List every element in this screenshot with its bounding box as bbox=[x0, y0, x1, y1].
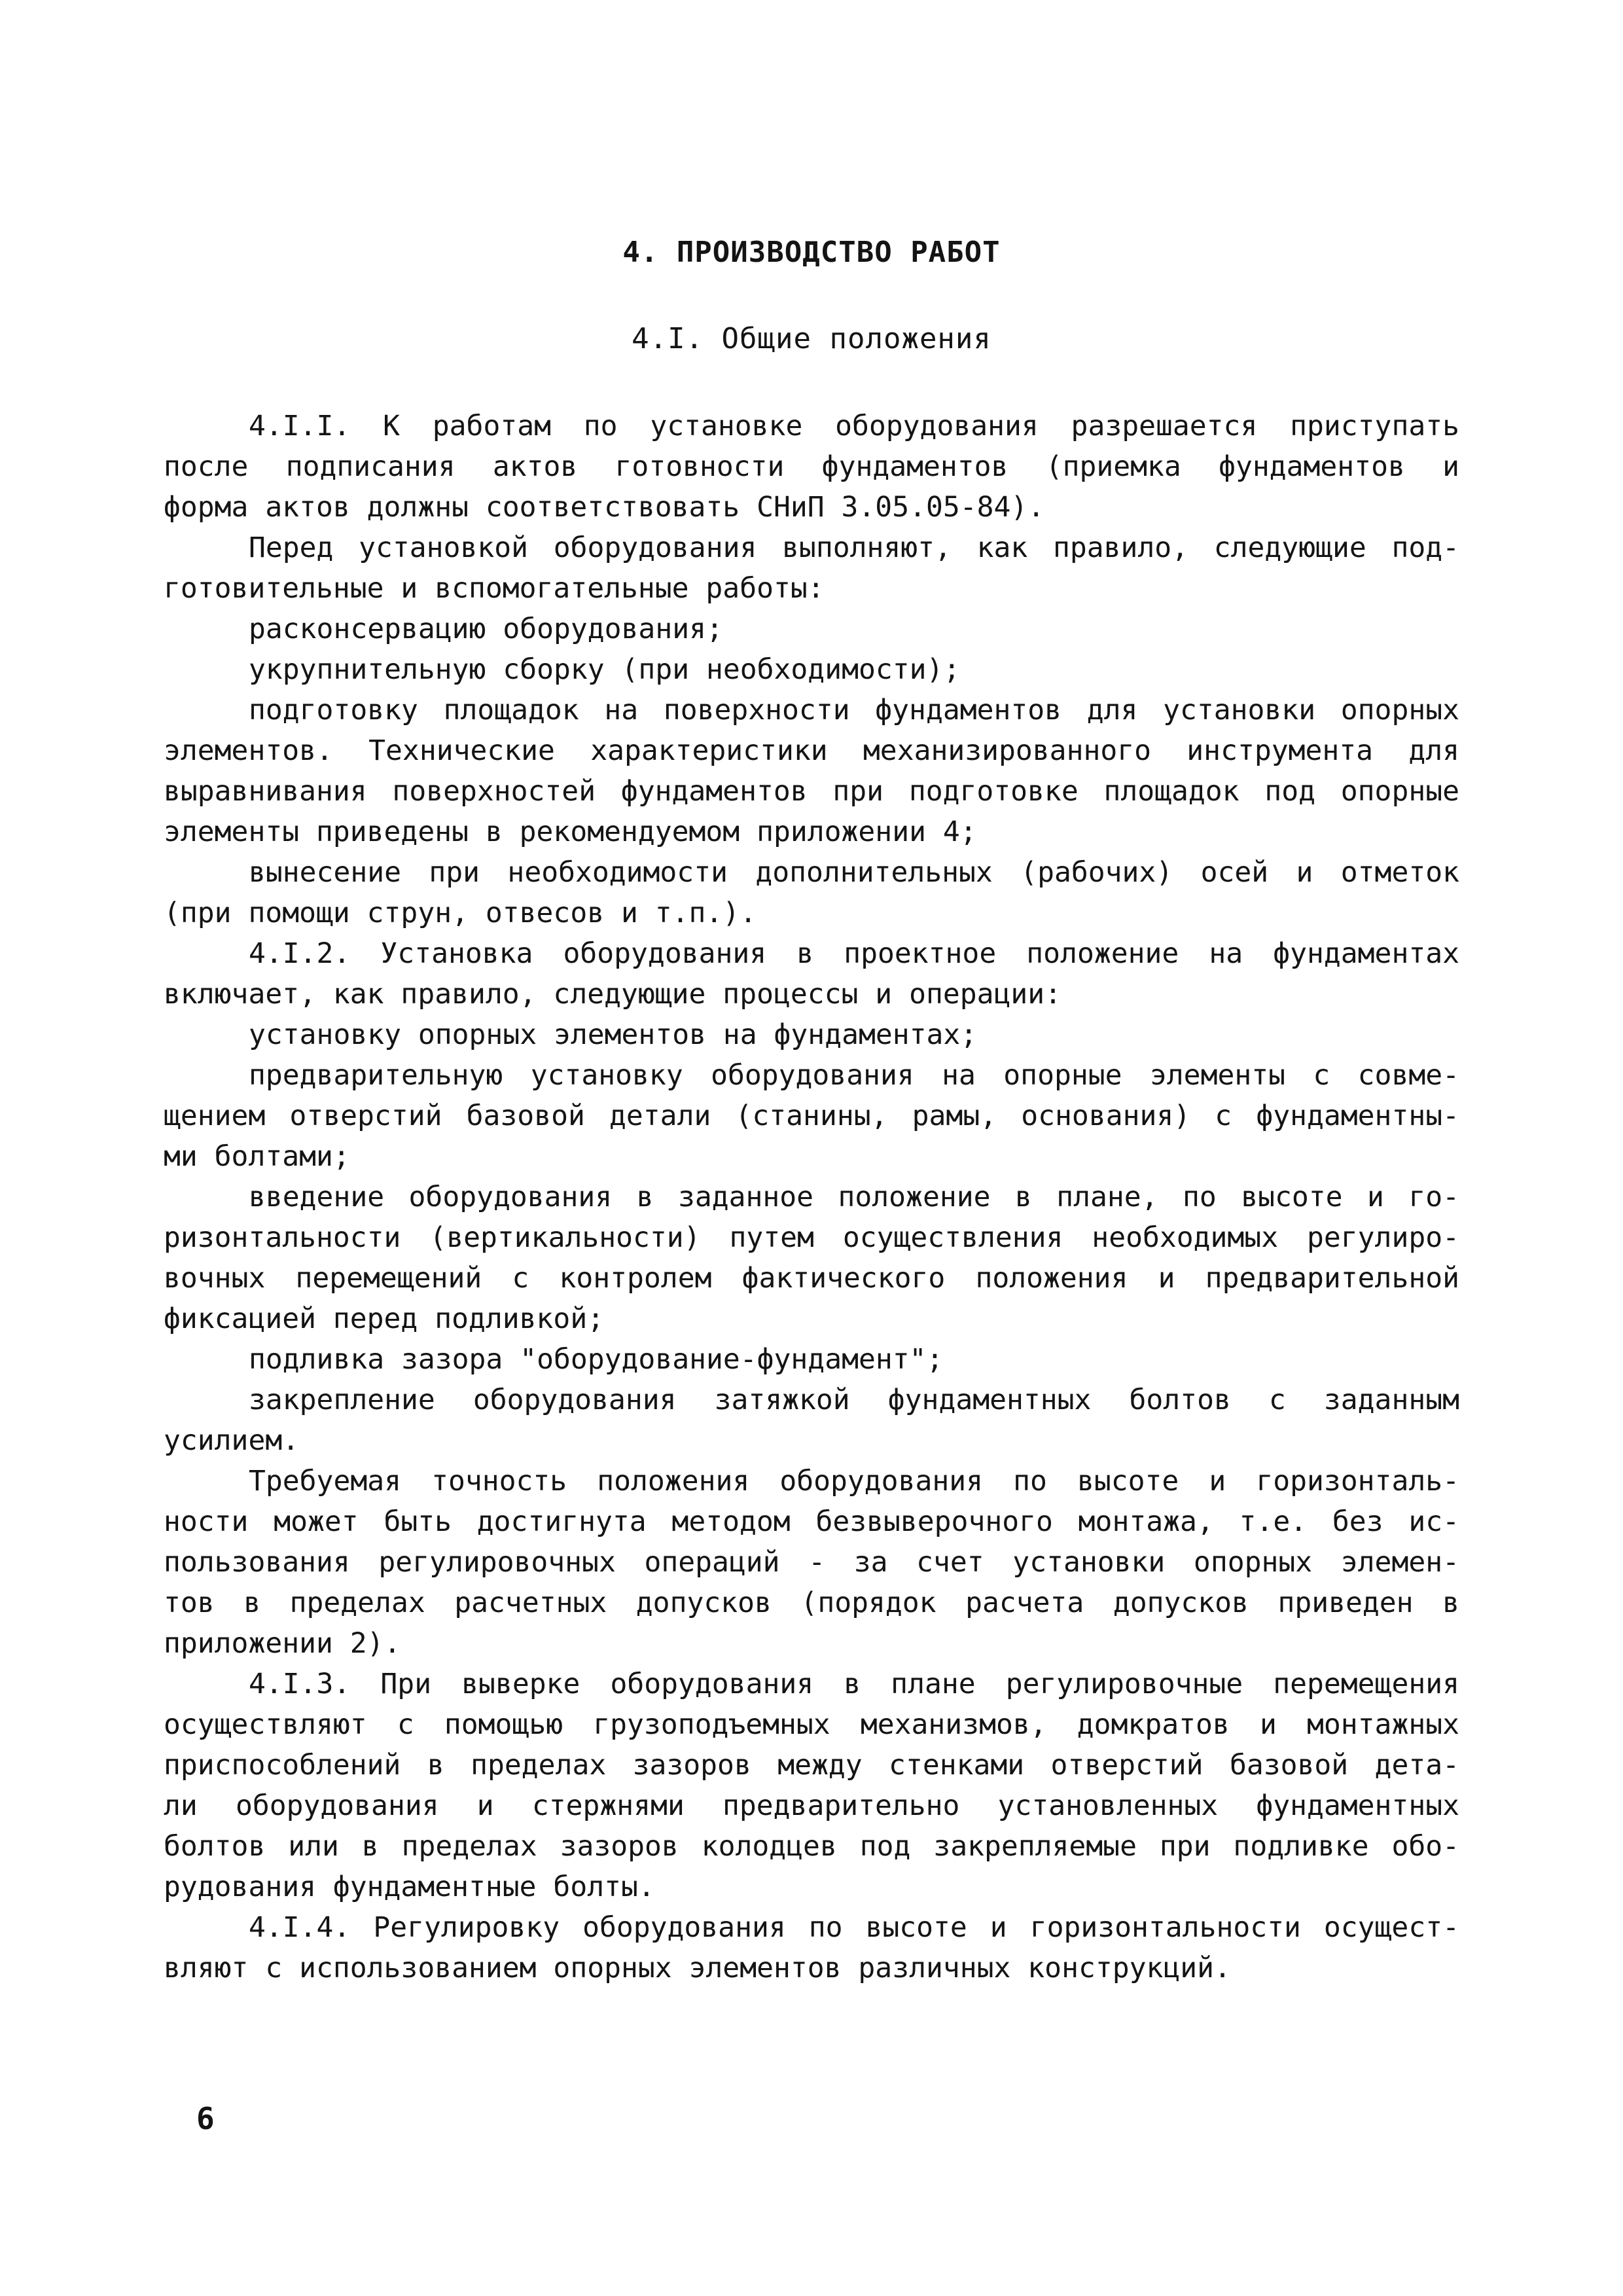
list-item-assembly: укрупнительную сборку (при необходимости); bbox=[249, 653, 961, 686]
list-item-axes-line-2: (при помощи струн, отвесов и т.п.). bbox=[164, 897, 757, 929]
paragraph-4-1-2-line-2: включает, как правило, следующие процессы и операции: bbox=[164, 978, 1062, 1011]
accuracy-paragraph-line-4: тов в пределах расчетных допусков (порядок расчета допусков приведен в bbox=[164, 1587, 1459, 1619]
paragraph-4-1-3-line-4: ли оборудования и стержнями предварительно установленных фундаментных bbox=[164, 1789, 1459, 1822]
subsection-title: 4.I. Общие положения bbox=[632, 322, 991, 355]
paragraph-4-1-3-line-3: приспособлений в пределах зазоров между стенками отверстий базовой дета- bbox=[164, 1749, 1459, 1782]
paragraph-4-1-4-line-1: 4.I.4. Регулировку оборудования по высоте и горизонтальности осущест- bbox=[249, 1911, 1459, 1944]
paragraph-4-1-1-line-3: форма актов должны соответствовать СНиП 3.05.05-84). bbox=[164, 491, 1045, 524]
list-item-platforms-line-2: элементов. Технические характеристики механизированного инструмента для bbox=[164, 734, 1459, 767]
paragraph-4-1-1-line-1: 4.I.I. К работам по установке оборудования разрешается приступать bbox=[249, 410, 1459, 442]
list-item-preinstall-line-1: предварительную установку оборудования на опорные элементы с совме- bbox=[249, 1059, 1459, 1092]
list-item-platforms-line-3: выравнивания поверхностей фундаментов при подготовке площадок под опорные bbox=[164, 775, 1459, 808]
paragraph-4-1-3-line-1: 4.I.3. При выверке оборудования в плане регулировочные перемещения bbox=[249, 1668, 1459, 1700]
accuracy-paragraph-line-1: Требуемая точность положения оборудования по высоте и горизонталь- bbox=[249, 1465, 1459, 1498]
list-item-deconservation: расконсервацию оборудования; bbox=[249, 613, 723, 645]
paragraph-4-1-2-line-1: 4.I.2. Установка оборудования в проектное положение на фундаментах bbox=[249, 937, 1459, 970]
list-item-grouting: подливка зазора "оборудование-фундамент"; bbox=[249, 1343, 944, 1376]
paragraph-4-1-4-line-2: вляют с использованием опорных элементов различных конструкций. bbox=[164, 1952, 1231, 1984]
list-item-support-elements: установку опорных элементов на фундаментах; bbox=[249, 1018, 978, 1051]
list-item-axes-line-1: вынесение при необходимости дополнительных (рабочих) осей и отметок bbox=[249, 856, 1459, 889]
paragraph-4-1-3-line-6: рудования фундаментные болты. bbox=[164, 1871, 655, 1903]
list-item-alignment-line-2: ризонтальности (вертикальности) путем осуществления необходимых регулиро- bbox=[164, 1221, 1459, 1254]
paragraph-4-1-1-line-2: после подписания актов готовности фундаментов (приемка фундаментов и bbox=[164, 450, 1459, 483]
list-item-fastening-line-2: усилием. bbox=[164, 1424, 300, 1457]
accuracy-paragraph-line-3: пользования регулировочных операций - за счет установки опорных элемен- bbox=[164, 1546, 1459, 1579]
list-item-platforms-line-4: элементы приведены в рекомендуемом приложении 4; bbox=[164, 816, 977, 848]
section-title: 4. ПРОИЗВОДСТВО РАБОТ bbox=[622, 236, 1001, 269]
list-item-preinstall-line-3: ми болтами; bbox=[164, 1140, 350, 1173]
list-item-preinstall-line-2: щением отверстий базовой детали (станины, рамы, основания) с фундаментны- bbox=[164, 1100, 1459, 1132]
page-number: 6 bbox=[196, 2101, 215, 2136]
list-item-fastening-line-1: закрепление оборудования затяжкой фундаментных болтов с заданным bbox=[249, 1384, 1459, 1416]
preparatory-works-line-1: Перед установкой оборудования выполняют, как правило, следующие под- bbox=[249, 531, 1459, 564]
paragraph-4-1-3-line-2: осуществляют с помощью грузоподъемных механизмов, домкратов и монтажных bbox=[164, 1708, 1459, 1741]
list-item-alignment-line-1: введение оборудования в заданное положение в плане, по высоте и го- bbox=[249, 1181, 1459, 1213]
list-item-alignment-line-3: вочных перемещений с контролем фактического положения и предварительной bbox=[164, 1262, 1459, 1295]
paragraph-4-1-3-line-5: болтов или в пределах зазоров колодцев под закрепляемые при подливке обо- bbox=[164, 1830, 1459, 1863]
preparatory-works-line-2: готовительные и вспомогательные работы: bbox=[164, 572, 825, 605]
list-item-platforms-line-1: подготовку площадок на поверхности фундаментов для установки опорных bbox=[249, 694, 1459, 726]
accuracy-paragraph-line-2: ности может быть достигнута методом безвыверочного монтажа, т.е. без ис- bbox=[164, 1505, 1459, 1538]
list-item-alignment-line-4: фиксацией перед подливкой; bbox=[164, 1302, 605, 1335]
accuracy-paragraph-line-5: приложении 2). bbox=[164, 1627, 401, 1660]
